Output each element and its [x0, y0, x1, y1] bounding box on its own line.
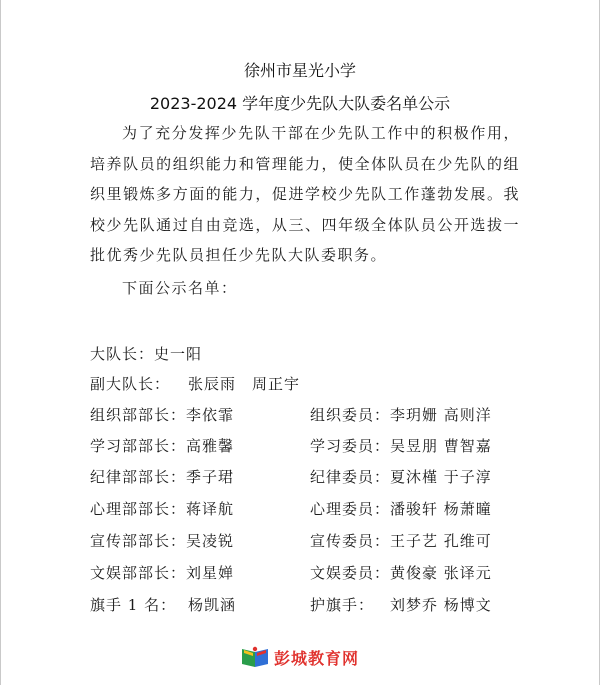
role-names: 吴凌锐: [186, 532, 235, 550]
role-label: 心理委员：: [310, 500, 391, 518]
role-label: 组织部部长：: [90, 406, 187, 424]
role-entertainment-head: [90, 562, 234, 583]
open-book-icon: [240, 646, 270, 668]
role-label: 旗手 1 名：: [90, 596, 177, 614]
school-name: 徐州市星光小学: [243, 61, 356, 80]
role-names: 李玥姗 高则洋: [390, 406, 492, 424]
role-psych-head: [90, 498, 234, 519]
role-leader: [90, 343, 202, 364]
role-publicity-head: [90, 530, 234, 551]
role-label: 文娱委员：: [310, 564, 391, 582]
role-label: 学习部部长：: [90, 437, 187, 455]
role-label: 副大队长：: [90, 375, 171, 393]
watermark-logo: [240, 645, 359, 669]
role-names: 季子珺: [186, 468, 235, 486]
role-flag-guard: [310, 594, 492, 615]
intro-paragraph: 为了充分发挥少先队干部在少先队工作中的积极作用，培养队员的组织能力和管理能力，使全体队员在少先队的组织里锻炼多方面的能力，促进学校少先队工作蓬勃发展。我校少先队通过自由竞选，从三、四年级全体队员公开选拔一批优秀少先队员担任少先队大队委职务。: [90, 124, 520, 264]
role-label: 组织委员：: [310, 406, 391, 424]
role-study-head: [90, 435, 234, 456]
role-names: 蒋译航: [186, 500, 235, 518]
role-vice-leader: [90, 373, 300, 394]
role-names: 黄俊豪 张译元: [390, 564, 492, 582]
role-label: 纪律委员：: [310, 468, 391, 486]
role-org-head: [90, 404, 234, 425]
role-publicity-member: [310, 530, 492, 551]
role-entertainment-member: [310, 562, 492, 583]
role-org-member: [310, 404, 492, 425]
role-names: 夏沐槿 于子淳: [390, 468, 492, 486]
role-label: 文娱部部长：: [90, 564, 187, 582]
role-names: 张辰雨 周正宇: [188, 375, 301, 393]
role-names: 杨凯涵: [188, 596, 237, 614]
role-psych-member: [310, 498, 492, 519]
list-intro: 下面公示名单：: [122, 279, 238, 297]
role-label: 纪律部部长：: [90, 468, 187, 486]
role-flag-bearer: [90, 594, 236, 615]
role-names: 潘骏轩 杨萧曈: [390, 500, 492, 518]
role-names: 李依霏: [186, 406, 235, 424]
role-label: 护旗手：: [310, 596, 375, 614]
role-names: 刘星婵: [186, 564, 235, 582]
role-names: 王子艺 孔维可: [390, 532, 492, 550]
role-discipline-member: [310, 466, 492, 487]
role-label: 宣传委员：: [310, 532, 391, 550]
role-names: 史一阳: [154, 345, 203, 363]
role-label: 大队长：: [90, 345, 155, 363]
watermark-text: 彭城教育网: [274, 648, 360, 668]
role-discipline-head: [90, 466, 234, 487]
role-label: 心理部部长：: [90, 500, 187, 518]
role-names: 高雅馨: [186, 437, 235, 455]
role-label: 学习委员：: [310, 437, 391, 455]
role-label: 宣传部部长：: [90, 532, 187, 550]
role-names: 吴昱朋 曹智嘉: [390, 437, 492, 455]
document-title: 2023-2024 学年度少先队大队委名单公示: [149, 94, 451, 113]
role-study-member: [310, 435, 492, 456]
role-names: 刘梦乔 杨博文: [390, 596, 492, 614]
